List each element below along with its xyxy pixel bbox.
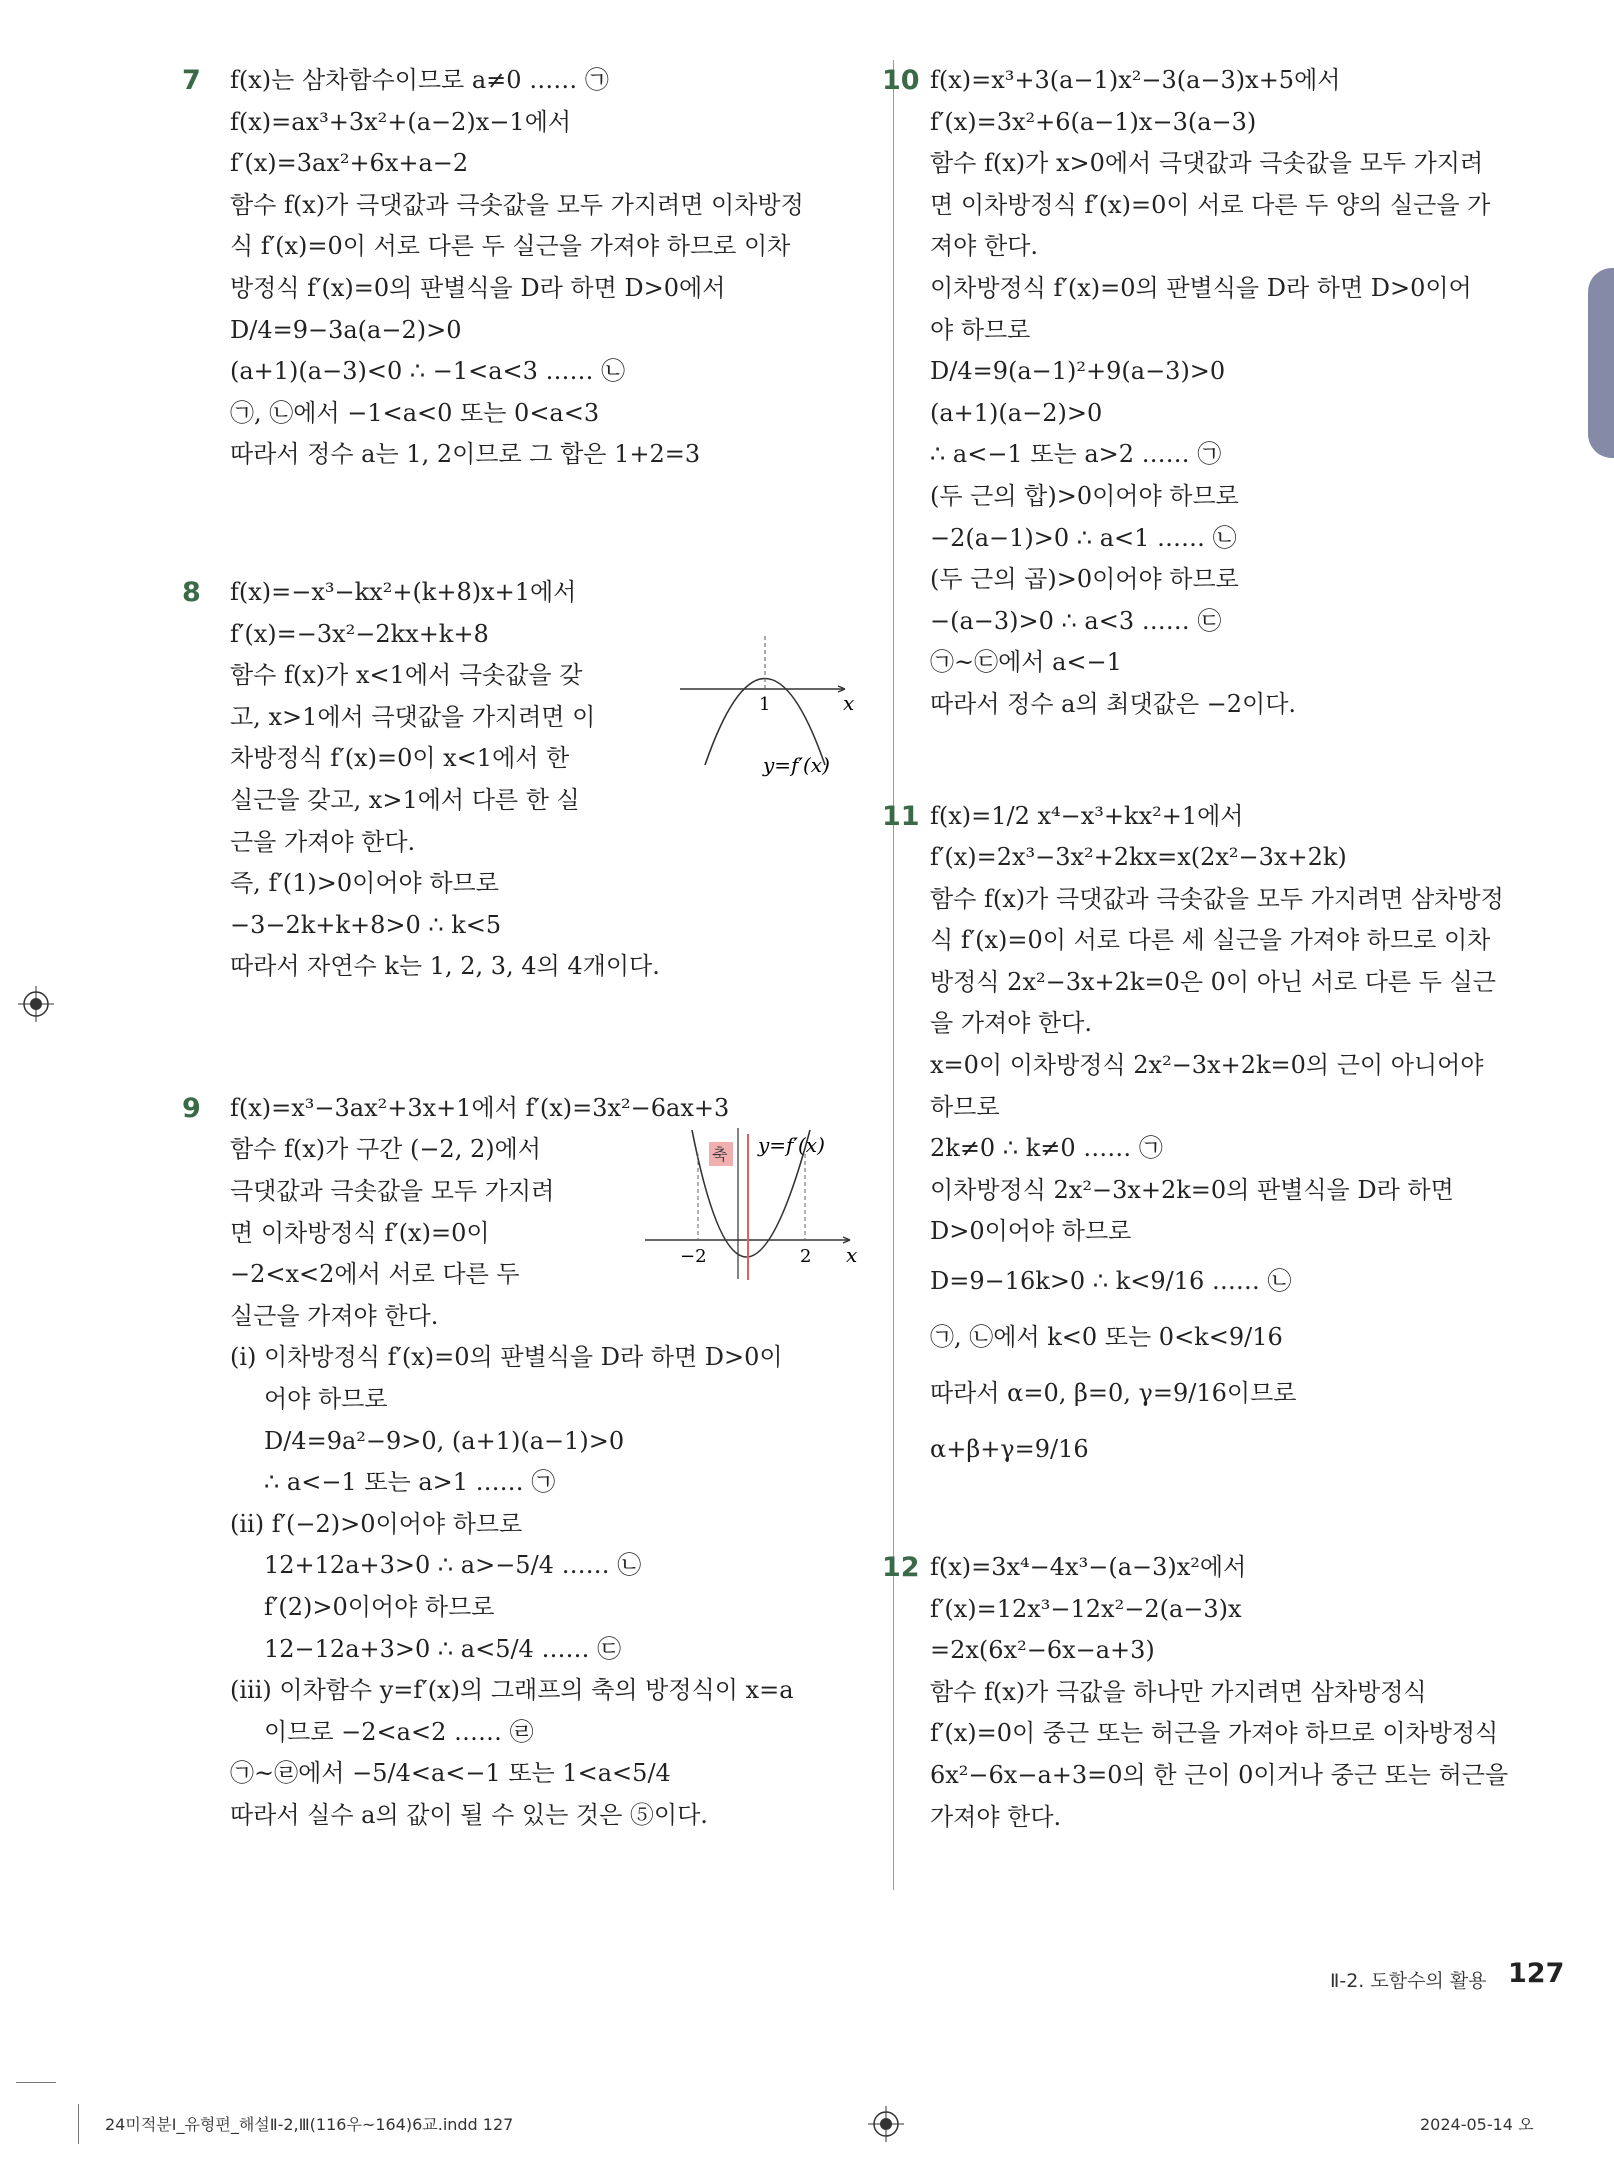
problem-7 (182, 60, 860, 476)
solution-line: 야 하므로 (930, 315, 1031, 344)
solution-line: 면 이차방정식 f′(x)=0이 서로 다른 두 양의 실근을 가 (930, 190, 1491, 219)
solution-line: 이므로 −2<a<2 …… ㉣ (264, 1717, 534, 1746)
solution-line: (a+1)(a−3)<0 ∴ −1<a<3 …… ㉡ (230, 357, 626, 386)
solution-line: 함수 f(x)가 극값을 하나만 가지려면 삼차방정식 (930, 1677, 1427, 1706)
problem-11 (882, 796, 1550, 1478)
solution-line: 따라서 자연수 k는 1, 2, 3, 4의 4개이다. (230, 952, 660, 981)
solution-line: f′(x)=2x³−3x²+2kx=x(2x²−3x+2k) (930, 843, 1347, 872)
crop-mark (78, 2104, 79, 2144)
solution-line: 이차방정식 f′(x)=0의 판별식을 D라 하면 D>0이어 (930, 273, 1472, 302)
left-column (182, 60, 860, 1837)
solution-line: 따라서 α=0, β=0, γ=9/16이므로 (930, 1379, 1297, 1408)
solution-line: 방정식 2x²−3x+2k=0은 0이 아닌 서로 다른 두 실근 (930, 967, 1496, 996)
solution-line: D/4=9(a−1)²+9(a−3)>0 (930, 357, 1226, 386)
page-number: 127 (1508, 1958, 1565, 1989)
solution-line: ∴ a<−1 또는 a>1 …… ㉠ (264, 1468, 556, 1497)
solution-line: 함수 f(x)가 극댓값과 극솟값을 모두 가지려면 이차방정 (230, 190, 804, 219)
solution-line: 6x²−6x−a+3=0의 한 근이 0이거나 중근 또는 허근을 (930, 1761, 1509, 1789)
problem-8 (182, 572, 860, 988)
graph-downward-parabola (675, 632, 855, 782)
crop-mark (16, 2082, 56, 2083)
solution-line: 12−12a+3>0 ∴ a<5/4 …… ㉢ (264, 1634, 622, 1663)
solution-line: 즉, f′(1)>0이어야 하므로 (230, 869, 499, 898)
solution-line: 극댓값과 극솟값을 모두 가지려 (230, 1177, 555, 1206)
solution-line: f′(x)=3x²+6(a−1)x−3(a−3) (930, 107, 1257, 136)
solution-line: (ⅰ) 이차방정식 f′(x)=0의 판별식을 D라 하면 D>0이 (230, 1343, 783, 1372)
solution-line: 이차방정식 2x²−3x+2k=0의 판별식을 D라 하면 (930, 1175, 1454, 1204)
solution-line: f(x)=1/2 x⁴−x³+kx²+1에서 (930, 801, 1244, 830)
solution-line: f′(x)=12x³−12x²−2(a−3)x (930, 1594, 1242, 1623)
axis-badge-label: 축 (712, 1144, 728, 1164)
registration-mark-icon (868, 2106, 904, 2142)
solution-line: 따라서 정수 a는 1, 2이므로 그 합은 1+2=3 (230, 440, 701, 469)
tick-left: −2 (680, 1245, 707, 1267)
curve-label: y=f′(x) (763, 752, 830, 777)
solution-line: −2(a−1)>0 ∴ a<1 …… ㉡ (930, 523, 1237, 552)
curve-label: y=f′(x) (758, 1132, 825, 1157)
solution-line: −3−2k+k+8>0 ∴ k<5 (230, 910, 502, 939)
solution-line: 따라서 정수 a의 최댓값은 −2이다. (930, 689, 1297, 718)
solution-line: x=0이 이차방정식 2x²−3x+2k=0의 근이 아니어야 (930, 1051, 1484, 1080)
problem-number: 11 (882, 800, 920, 832)
solution-line: (a+1)(a−2)>0 (930, 398, 1103, 427)
tick-label: 1 (759, 693, 771, 715)
solution-line: 12+12a+3>0 ∴ a>−5/4 …… ㉡ (264, 1551, 642, 1580)
solution-line: 식 f′(x)=0이 서로 다른 세 실근을 가져야 하므로 이차 (930, 926, 1491, 955)
solution-line: f′(x)=0이 중근 또는 허근을 가져야 하므로 이차방정식 (930, 1719, 1499, 1748)
solution-line: f′(2)>0이어야 하므로 (264, 1593, 495, 1621)
solution-line: 면 이차방정식 f′(x)=0이 (230, 1218, 490, 1247)
solution-line: 실근을 가져야 한다. (230, 1301, 439, 1330)
solution-line: 근을 가져야 한다. (230, 827, 416, 856)
solution-line: (ⅱ) f′(−2)>0이어야 하므로 (230, 1509, 523, 1538)
solution-line: f′(x)=3ax²+6x+a−2 (230, 149, 469, 178)
section-label: Ⅱ-2. 도함수의 활용 (1330, 1970, 1487, 1992)
solution-line: D>0이어야 하므로 (930, 1217, 1132, 1246)
solution-line: 함수 f(x)가 극댓값과 극솟값을 모두 가지려면 삼차방정 (930, 884, 1504, 913)
tick-right: 2 (800, 1245, 812, 1267)
solution-line: −2<x<2에서 서로 다른 두 (230, 1260, 520, 1289)
solution-line: (ⅲ) 이차함수 y=f′(x)의 그래프의 축의 방정식이 x=a (230, 1676, 794, 1705)
solution-line: ㉠, ㉡에서 −1<a<0 또는 0<a<3 (230, 398, 600, 427)
solution-line: 을 가져야 한다. (930, 1009, 1092, 1038)
solution-line: 식 f′(x)=0이 서로 다른 두 실근을 가져야 하므로 이차 (230, 232, 791, 261)
solution-line: f(x)는 삼차함수이므로 a≠0 …… ㉠ (230, 66, 609, 94)
print-slug-right: 2024-05-14 오 (1420, 2115, 1534, 2134)
solution-line: f(x)=ax³+3x²+(a−2)x−1에서 (230, 107, 572, 136)
solution-line: 따라서 실수 a의 값이 될 수 있는 것은 ⑤이다. (230, 1800, 708, 1829)
solution-line: 가져야 한다. (930, 1802, 1062, 1831)
solution-line: =2x(6x²−6x−a+3) (930, 1636, 1155, 1665)
problem-number: 7 (182, 65, 201, 96)
solution-line: f(x)=3x⁴−4x³−(a−3)x²에서 (930, 1553, 1247, 1582)
problem-9 (182, 1088, 860, 1837)
solution-line: α+β+γ=9/16 (930, 1435, 1089, 1464)
chapter-side-tab (1588, 268, 1614, 458)
solution-line: 함수 f(x)가 x>0에서 극댓값과 극솟값을 모두 가지려 (930, 149, 1484, 178)
solution-line: (두 근의 곱)>0이어야 하므로 (930, 565, 1239, 594)
solution-line: 함수 f(x)가 구간 (−2, 2)에서 (230, 1135, 541, 1164)
solution-line: f(x)=−x³−kx²+(k+8)x+1에서 (230, 577, 577, 606)
solution-line: f(x)=x³+3(a−1)x²−3(a−3)x+5에서 (930, 66, 1341, 94)
solution-line: 함수 f(x)가 x<1에서 극솟값을 갖 (230, 661, 583, 690)
print-slug-left: 24미적분Ⅰ_유형편_해설Ⅱ-2,Ⅲ(116우~164)6교.indd 127 (105, 2115, 514, 2134)
problem-number: 8 (182, 576, 201, 608)
solution-line: 2k≠0 ∴ k≠0 …… ㉠ (930, 1134, 1163, 1163)
registration-mark-icon (18, 986, 54, 1022)
solution-line: ㉠~㉣에서 −5/4<a<−1 또는 1<a<5/4 (230, 1759, 671, 1788)
solution-line: D=9−16k>0 ∴ k<9/16 …… ㉡ (930, 1267, 1292, 1296)
solution-line: f(x)=x³−3ax²+3x+1에서 f′(x)=3x²−6ax+3 (230, 1093, 730, 1122)
x-label: x (846, 1242, 858, 1267)
problem-12 (882, 1547, 1550, 1838)
right-column (882, 60, 1550, 1838)
solution-line: 실근을 갖고, x>1에서 다른 한 실 (230, 785, 580, 814)
solution-line: ㉠, ㉡에서 k<0 또는 0<k<9/16 (930, 1323, 1283, 1352)
problem-10 (882, 60, 1550, 726)
solution-line: D/4=9a²−9>0, (a+1)(a−1)>0 (264, 1426, 625, 1455)
problem-number: 10 (882, 65, 920, 96)
solution-line: 져야 한다. (930, 232, 1038, 261)
problem-number: 9 (182, 1092, 201, 1124)
solution-line: −(a−3)>0 ∴ a<3 …… ㉢ (930, 606, 1222, 635)
solution-line: ∴ a<−1 또는 a>2 …… ㉠ (930, 440, 1222, 469)
column-divider (893, 60, 894, 1890)
graph-upward-parabola (640, 1124, 860, 1284)
solution-line: 방정식 f′(x)=0의 판별식을 D라 하면 D>0에서 (230, 273, 726, 302)
solution-line: D/4=9−3a(a−2)>0 (230, 315, 462, 344)
solution-line: 고, x>1에서 극댓값을 가지려면 이 (230, 702, 596, 731)
solution-line: 하므로 (930, 1092, 1000, 1121)
solution-line: f′(x)=−3x²−2kx+k+8 (230, 619, 489, 648)
solution-line: 어야 하므로 (264, 1385, 388, 1414)
solution-line: ㉠~㉢에서 a<−1 (930, 648, 1122, 677)
x-label: x (843, 690, 855, 715)
problem-number: 12 (882, 1552, 920, 1584)
solution-line: (두 근의 합)>0이어야 하므로 (930, 481, 1239, 510)
solution-line: 차방정식 f′(x)=0이 x<1에서 한 (230, 744, 570, 773)
